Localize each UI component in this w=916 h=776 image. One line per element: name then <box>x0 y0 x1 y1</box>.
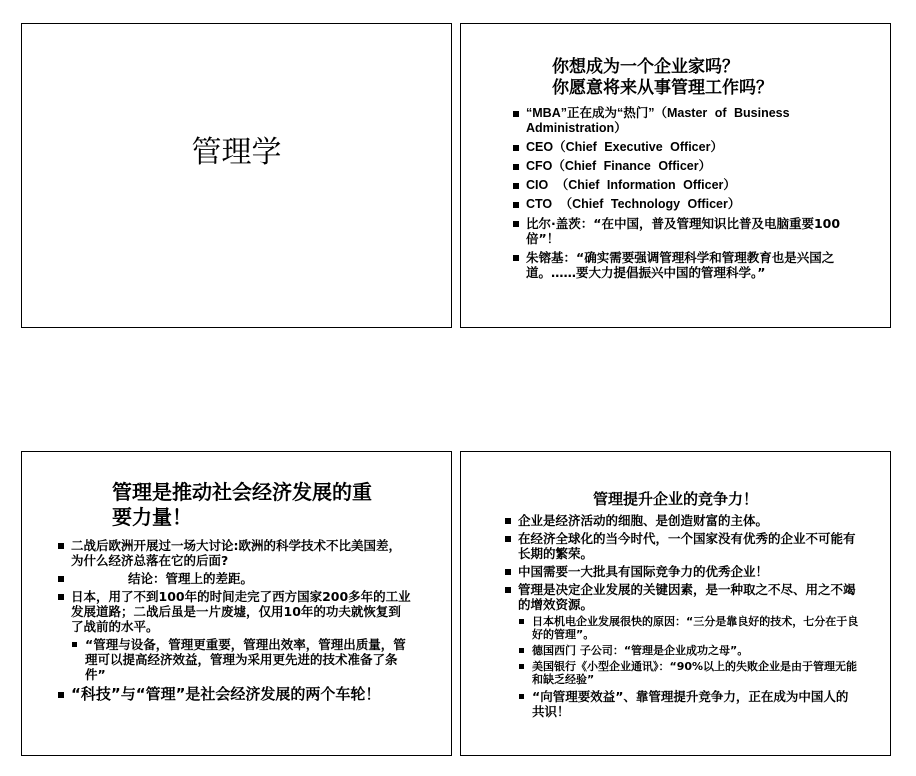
sub-bullet-item: 德国西门 子公司：“管理是企业成功之母”。 <box>519 644 860 657</box>
slide-3-bullet-list <box>58 538 413 706</box>
slide-3-title-line-1: 管理是推动社会经济发展的重 <box>112 480 372 504</box>
slide-2 <box>460 23 891 328</box>
bullet-item: 结论：管理上的差距。 <box>58 571 413 586</box>
bullet-item: 朱镕基：“确实需要强调管理科学和管理教育也是兴国之道。……要大力提倡振兴中国的管理科学。” <box>513 250 858 280</box>
bullet-item: 比尔·盖茨：“在中国，普及管理知识比普及电脑重要100倍”！ <box>513 216 858 246</box>
slide-2-title-line-1: 你想成为一个企业家吗？ <box>552 57 739 77</box>
slide-2-bullet-list <box>513 106 858 284</box>
bullet-item: CIO （Chief Information Officer） <box>513 178 858 193</box>
bullet-item: “科技”与“管理”是社会经济发展的两个车轮！ <box>58 685 413 703</box>
slide-1 <box>21 23 452 328</box>
bullet-item: “MBA”正在成为“热门”（Master of Business Administration） <box>513 106 858 136</box>
slide-2-title-line-2: 你愿意将来从事管理工作吗？ <box>552 78 773 99</box>
sub-bullet-item: “管理与设备，管理更重要，管理出效率，管理出质量，管理可以提高经济效益，管理为采用更先进的技术准备了条件” <box>72 637 413 682</box>
sub-bullet-item: 日本机电企业发展很快的原因：“三分是靠良好的技术，七分在于良好的管理”。 <box>519 615 860 641</box>
slide-3 <box>21 451 452 756</box>
slide-3-title-line-2: 要力量！ <box>112 505 192 529</box>
bullet-item: CFO（Chief Finance Officer） <box>513 159 858 174</box>
bullet-item: 日本，用了不到100年的时间走完了西方国家200多年的工业发展道路；二战后虽是一片废墟，仅用10年的功夫就恢复到了战前的水平。 <box>58 589 413 634</box>
slide-4-title: 管理提升企业的竞争力！ <box>592 490 758 508</box>
slide-4-bullet-list <box>505 513 860 722</box>
bullet-item: 管理是决定企业发展的关键因素，是一种取之不尽、用之不竭的增效资源。 <box>505 582 860 612</box>
bullet-item: 中国需要一大批具有国际竞争力的优秀企业！ <box>505 564 860 579</box>
slide-4 <box>460 451 891 756</box>
slide-1-title: 管理学 <box>191 135 282 170</box>
sub-bullet-item: 美国银行《小型企业通讯》：“90%以上的失败企业是由于管理无能和缺乏经验” <box>519 660 860 686</box>
bullet-item: 二战后欧洲开展过一场大讨论:欧洲的科学技术不比美国差，为什么经济总落在它的后面? <box>58 538 413 568</box>
bullet-item: CTO （Chief Technology Officer） <box>513 197 858 212</box>
slide-3-title <box>112 480 422 530</box>
slide-2-title <box>552 57 773 100</box>
bullet-item: CEO（Chief Executive Officer） <box>513 140 858 155</box>
sub-bullet-item: “向管理要效益”、靠管理提升竞争力，正在成为中国人的共识！ <box>519 689 860 719</box>
bullet-item: 在经济全球化的当今时代，一个国家没有优秀的企业不可能有长期的繁荣。 <box>505 531 860 561</box>
bullet-item: 企业是经济活动的细胞、是创造财富的主体。 <box>505 513 860 528</box>
